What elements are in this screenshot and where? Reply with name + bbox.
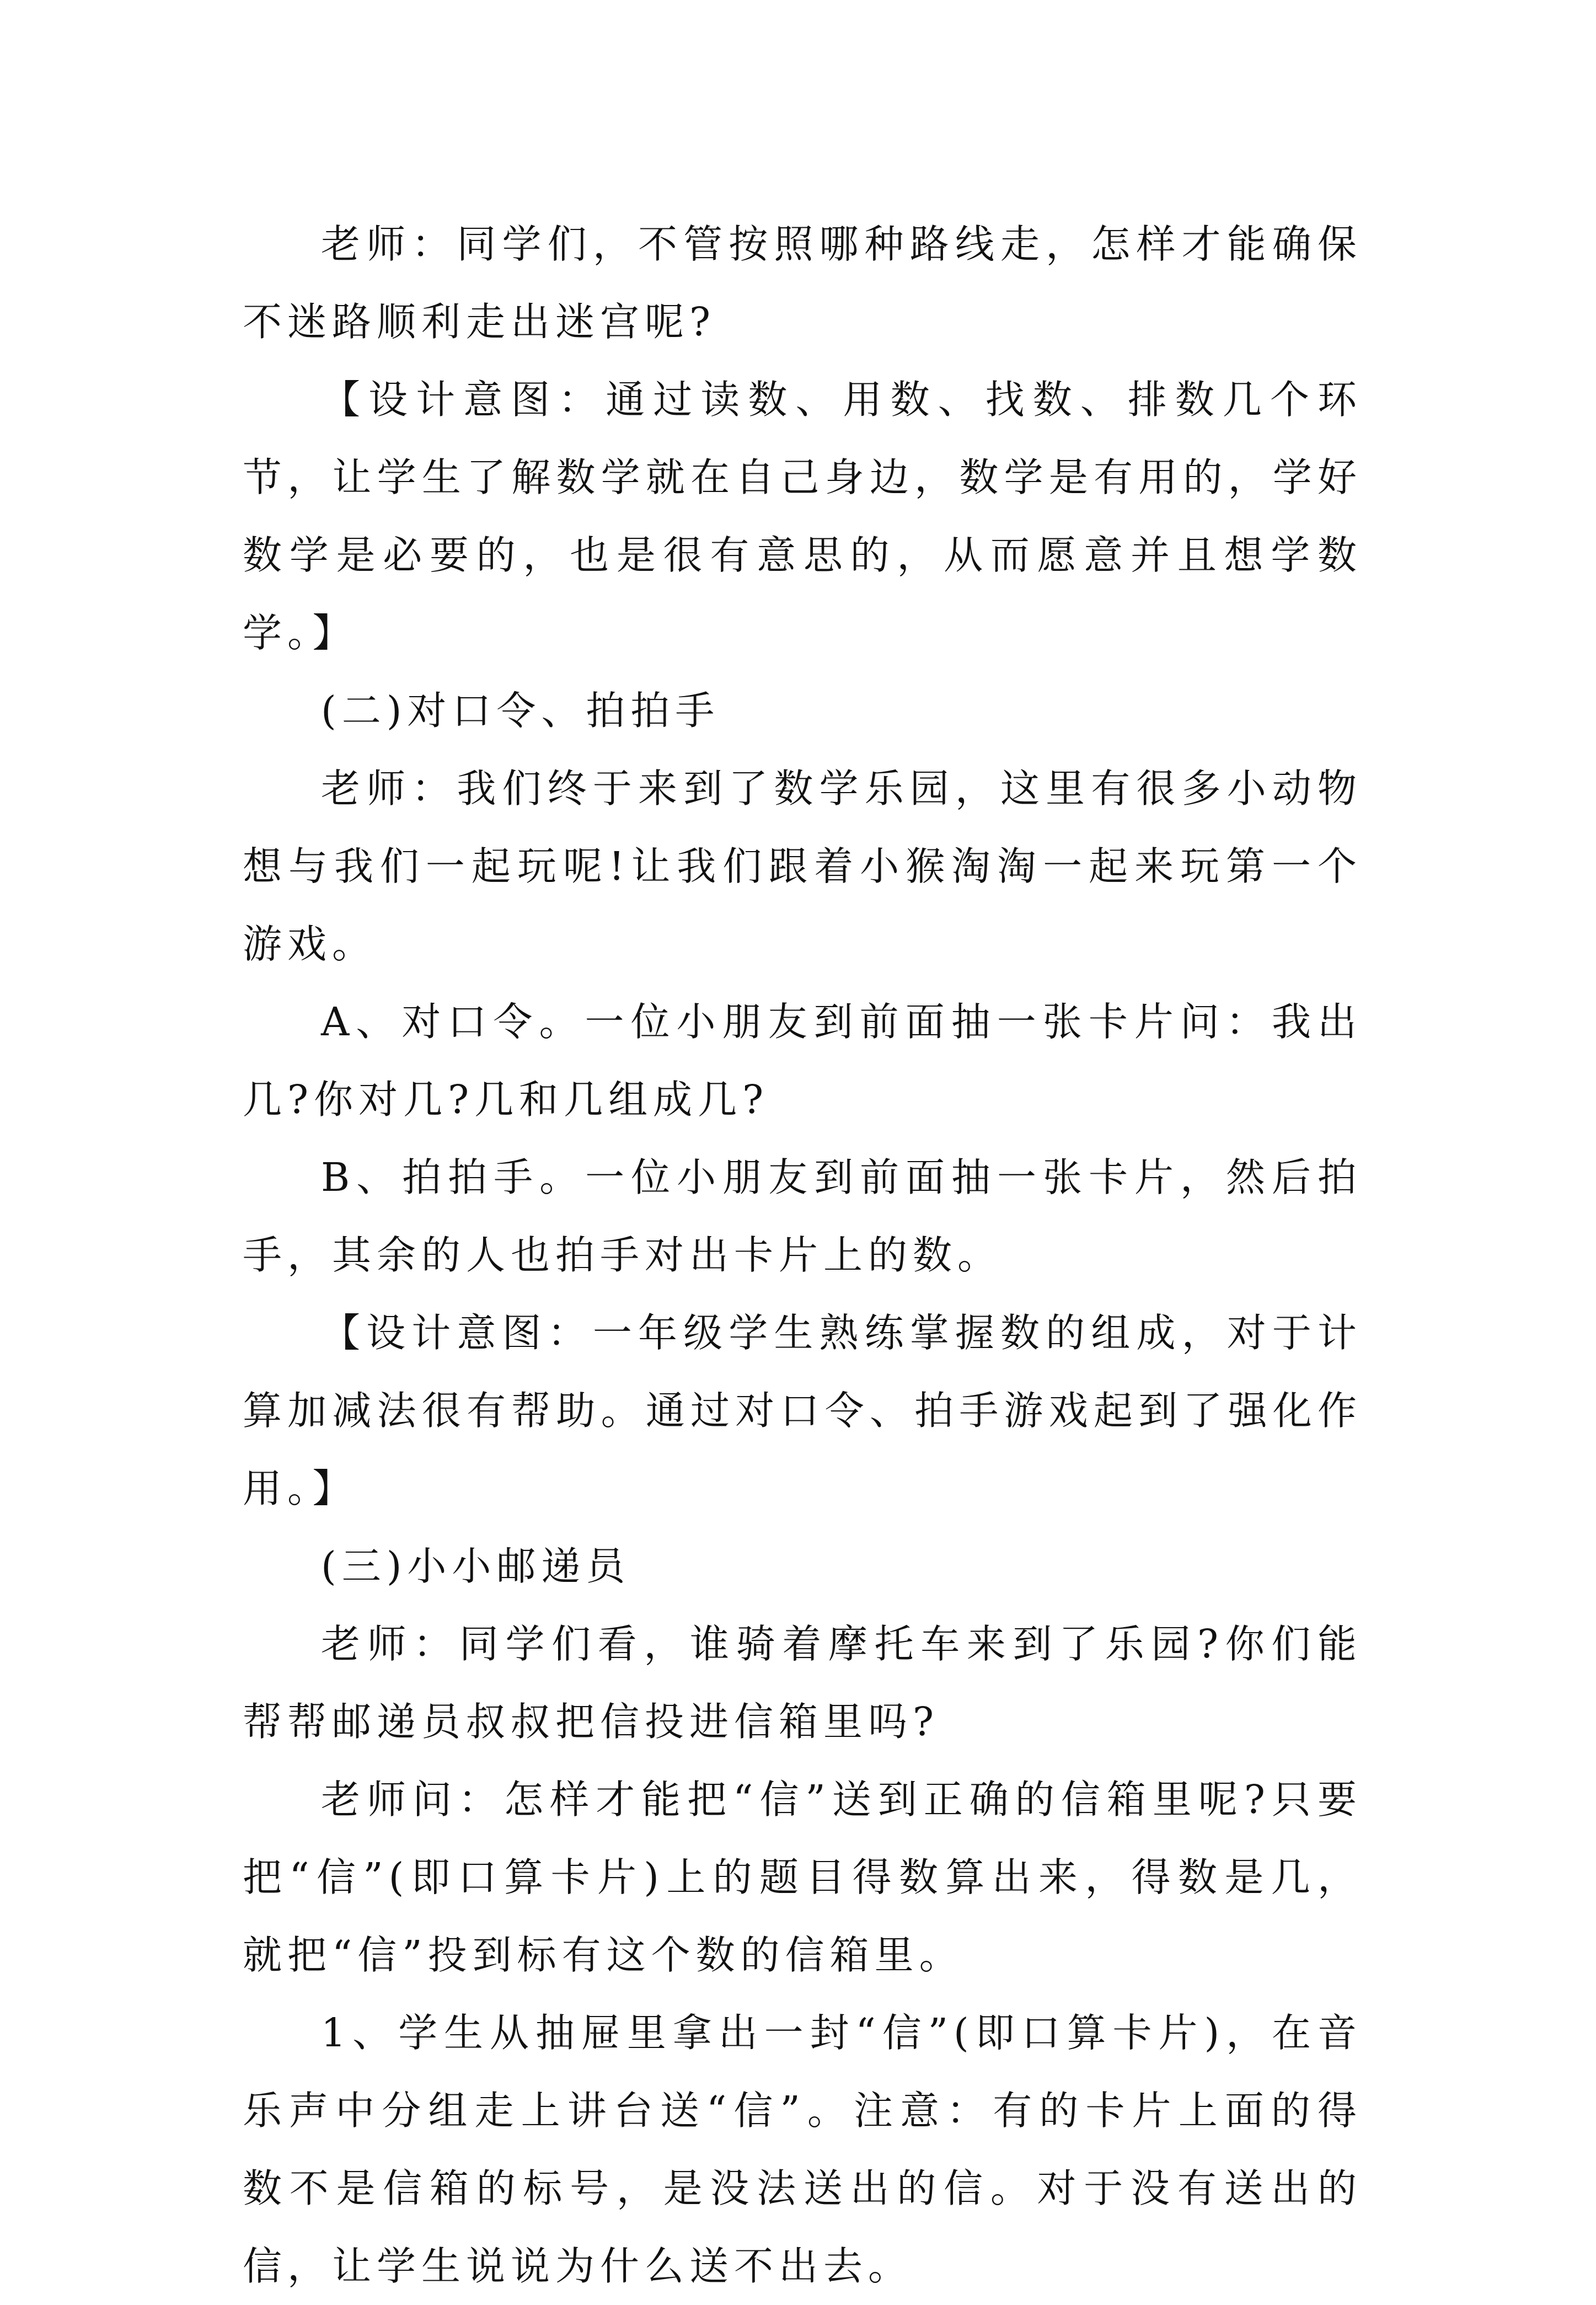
paragraph-step-1: 1、学生从抽屉里拿出一封“信”(即口算卡片)，在音乐声中分组走上讲台送“信”。注意：有的卡片上面的得数不是信箱的标号，是没法送出的信。对于没有送出的信，让学生说说为什么送不出去。 bbox=[243, 2010, 1362, 2289]
paragraph-teacher-postman: 老师：同学们看，谁骑着摩托车来到了乐园?你们能帮帮邮递员叔叔把信投进信箱里吗? bbox=[243, 1621, 1362, 1745]
paragraph-activity-b: B、拍拍手。一位小朋友到前面抽一张卡片，然后拍手，其余的人也拍手对出卡片上的数。 bbox=[243, 1154, 1362, 1278]
section-heading-2: (二)对口令、拍拍手 bbox=[321, 688, 720, 734]
paragraph-teacher-math-park: 老师：我们终于来到了数学乐园，这里有很多小动物想与我们一起玩呢!让我们跟着小猴淘淘一起来玩第一个游戏。 bbox=[243, 766, 1362, 967]
paragraph-teacher-question: 老师问：怎样才能把“信”送到正确的信箱里呢?只要把“信”(即口算卡片)上的题目得数算出来，得数是几，就把“信”投到标有这个数的信箱里。 bbox=[243, 1777, 1362, 1978]
document-body bbox=[243, 205, 1362, 2305]
paragraph-design-intent-2: 【设计意图：一年级学生熟练掌握数的组成，对于计算加减法很有帮助。通过对口令、拍手游戏起到了强化作用。】 bbox=[243, 1310, 1362, 1511]
paragraph-teacher-maze-question: 老师：同学们，不管按照哪种路线走，怎样才能确保不迷路顺利走出迷宫呢? bbox=[243, 221, 1362, 345]
paragraph-design-intent-1: 【设计意图：通过读数、用数、找数、排数几个环节，让学生了解数学就在自己身边，数学是有用的，学好数学是必要的，也是很有意思的，从而愿意并且想学数学。】 bbox=[243, 377, 1362, 656]
section-heading-3: (三)小小邮递员 bbox=[321, 1543, 631, 1589]
paragraph-activity-a: A、对口令。一位小朋友到前面抽一张卡片问：我出几?你对几?几和几组成几? bbox=[243, 999, 1362, 1122]
